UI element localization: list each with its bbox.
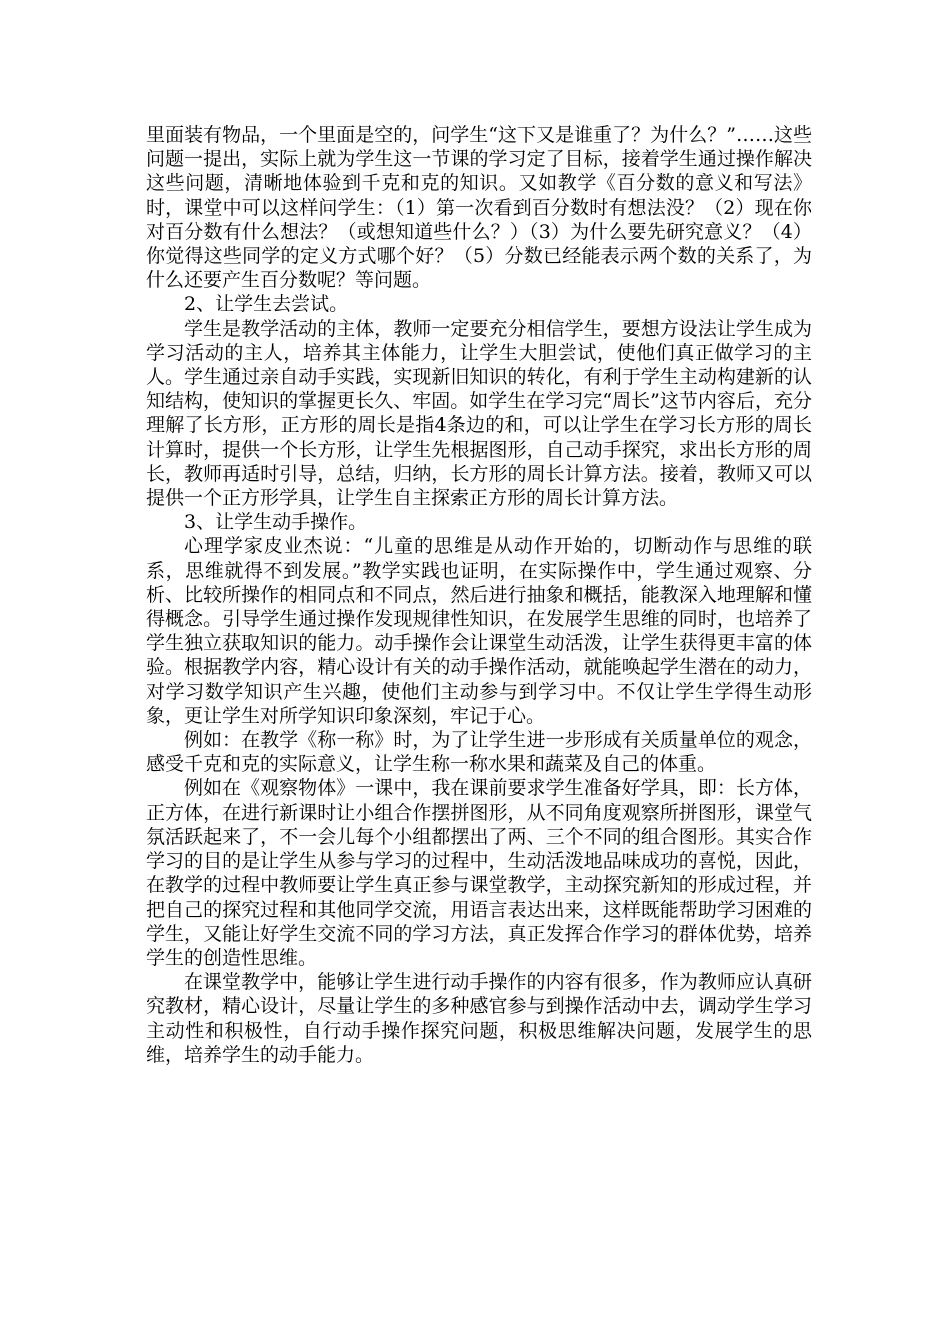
section-heading-hands-on: 3、让学生动手操作。 [184,511,368,534]
document-body [146,123,812,1067]
paragraph-hands-on: 心理学家皮业杰说：“儿童的思维是从动作开始的，切断动作与思维的联系，思维就得不到发展。”教学实践也证明，在实际操作中，学生通过观察、分析、比较所操作的相同点和不同点，然后进行抽象和概括，能教深入地理解和懂得概念。引导学生通过操作发现规律性知识，在发展学生思维的同时，也培养了学生独立获取知识的能力。动手操作会让课堂生动活泼，让学生获得更丰富的体验。根据教学内容，精心设计有关的动手操作活动，就能唤起学生潜在的动力，对学习数学知识产生兴趣，使他们主动参与到学习中。不仅让学生学得生动形象，更让学生对所学知识印象深刻，牢记于心。 [146,535,812,727]
paragraph-example-observing: 例如在《观察物体》一课中，我在课前要求学生准备好学具，即：长方体，正方体，在进行新课时让小组合作摆拼图形，从不同角度观察所拼图形，课堂气氛活跃起来了，不一会儿每个小组都摆出了两、三个不同的组合图形。其实合作学习的目的是让学生从参与学习的过程中，生动活泼地品味成功的喜悦，因此，在教学的过程中教师要让学生真正参与课堂教学，主动探究新知的形成过程，并把自己的探究过程和其他同学交流，用语言表达出来，这样既能帮助学习困难的学生，又能让好学生交流不同的学习方法，真正发挥合作学习的群体优势，培养学生的创造性思维。 [146,777,812,969]
paragraph-try: 学生是教学活动的主体，教师一定要充分相信学生，要想方设法让学生成为学习活动的主人，培养其主体能力，让学生大胆尝试，使他们真正做学习的主人。学生通过亲自动手实践，实现新旧知识的转化，有利于学生主动构建新的认知结构，使知识的掌握更长久、牢固。如学生在学习完“周长”这节内容后，充分理解了长方形，正方形的周长是指4条边的和，可以让学生在学习长方形的周长计算时，提供一个长方形，让学生先根据图形，自己动手探究，求出长方形的周长，教师再适时引导，总结，归纳，长方形的周长计算方法。接着，教师又可以提供一个正方形学具，让学生自主探索正方形的周长计算方法。 [146,317,812,510]
section-heading-try: 2、让学生去尝试。 [184,293,349,316]
paragraph-conclusion: 在课堂教学中，能够让学生进行动手操作的内容有很多，作为教师应认真研究教材，精心设计，尽量让学生的多种感官参与到操作活动中去，调动学生学习主动性和积极性，自行动手操作探究问题，积极思维解决问题，发展学生的思维，培养学生的动手能力。 [146,971,812,1066]
paragraph-continuation: 里面装有物品，一个里面是空的，问学生“这下又是谁重了？为什么？”……这些问题一提出，实际上就为学生这一节课的学习定了目标，接着学生通过操作解决这些问题，清晰地体验到千克和克的知识。又如教学《百分数的意义和写法》时，课堂中可以这样问学生：（1）第一次看到百分数时有想法没？（2）现在你对百分数有什么想法？（或想知道些什么？）（3）为什么要先研究意义？（4）你觉得这些同学的定义方式哪个好？（5）分数已经能表示两个数的关系了，为什么还要产生百分数呢？等问题。 [146,124,812,292]
paragraph-example-weighing: 例如：在教学《称一称》时，为了让学生进一步形成有关质量单位的观念，感受千克和克的实际意义，让学生称一称水果和蔬菜及自己的体重。 [146,729,812,776]
